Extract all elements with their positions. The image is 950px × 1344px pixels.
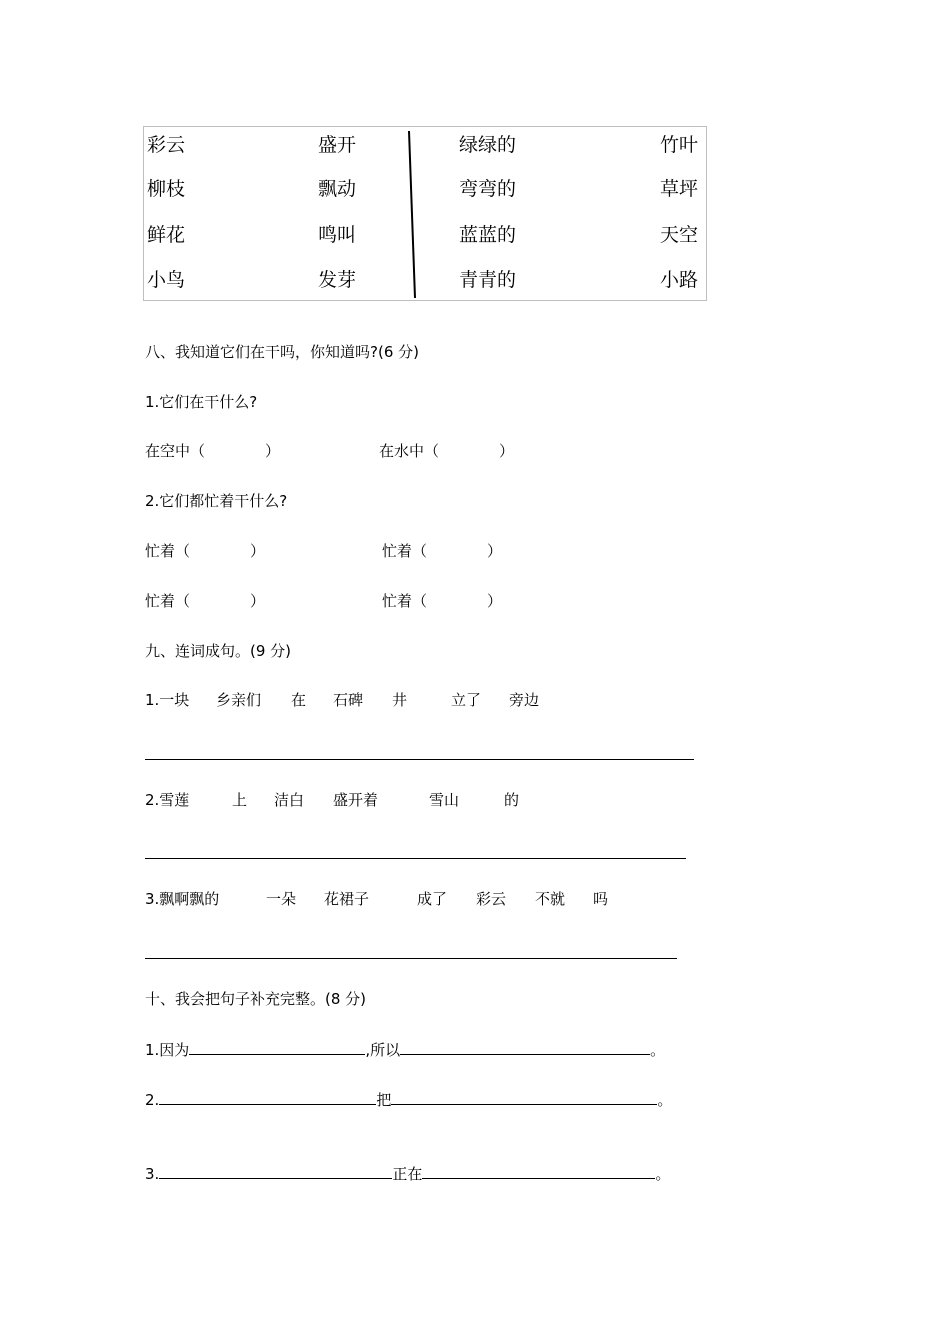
blank-3b[interactable] — [422, 1164, 655, 1179]
complete-line-3 — [145, 1164, 670, 1184]
line-3-prefix: 3. — [145, 1165, 160, 1183]
s1-word: 石碑 — [333, 691, 364, 709]
s3-word: 一朵 — [266, 890, 297, 908]
word-adj-2: 弯弯的 — [459, 178, 517, 200]
word-verb-2: 飘动 — [318, 178, 357, 200]
section-8-q1-air: 在空中（ ） — [145, 442, 281, 460]
blank-1b[interactable] — [400, 1040, 650, 1055]
word-matching-box — [143, 126, 707, 301]
word-noun-3: 天空 — [660, 224, 699, 246]
complete-line-2 — [145, 1090, 672, 1110]
answer-line-1 — [145, 759, 694, 760]
busy-blank-1: 忙着（ ） — [145, 542, 266, 560]
s2-word: 2.雪莲 — [145, 791, 190, 809]
section-8-q1: 1.它们在干什么? — [145, 393, 258, 411]
word-noun-4: 小路 — [660, 269, 699, 291]
line-1-prefix: 1.因为 — [145, 1041, 190, 1059]
word-adj-1: 绿绿的 — [459, 134, 517, 156]
s1-word: 旁边 — [509, 691, 540, 709]
line-2-mid: 把 — [376, 1091, 392, 1109]
line-1-mid: ,所以 — [365, 1041, 401, 1059]
s1-word: 立了 — [451, 691, 482, 709]
s1-word: 1.一块 — [145, 691, 190, 709]
section-8-q1-water: 在水中（ ） — [379, 442, 515, 460]
word-left-2: 柳枝 — [147, 178, 186, 200]
blank-3a[interactable] — [159, 1164, 392, 1179]
s3-word: 彩云 — [476, 890, 507, 908]
word-noun-2: 草坪 — [660, 178, 699, 200]
busy-blank-3: 忙着（ ） — [145, 592, 266, 610]
s3-word: 花裙子 — [324, 890, 370, 908]
s1-word: 在 — [291, 691, 307, 709]
answer-line-2 — [145, 858, 686, 859]
s2-word: 上 — [232, 791, 248, 809]
s3-word: 成了 — [417, 890, 448, 908]
section-8-q2: 2.它们都忙着干什么? — [145, 492, 288, 510]
word-adj-3: 蓝蓝的 — [459, 224, 517, 246]
word-noun-1: 竹叶 — [660, 134, 699, 156]
word-left-4: 小鸟 — [147, 269, 186, 291]
line-2-end: 。 — [657, 1091, 673, 1109]
section-10-title: 十、我会把句子补充完整。(8 分) — [145, 990, 367, 1008]
s3-word: 3.飘啊飘的 — [145, 890, 220, 908]
s2-word: 洁白 — [274, 791, 305, 809]
s2-word: 盛开着 — [333, 791, 379, 809]
s3-word: 吗 — [593, 890, 609, 908]
word-left-1: 彩云 — [147, 134, 186, 156]
divider-line — [144, 127, 708, 302]
word-verb-4: 发芽 — [318, 269, 357, 291]
line-3-mid: 正在 — [392, 1165, 423, 1183]
word-verb-3: 鸣叫 — [318, 224, 357, 246]
busy-blank-4: 忙着（ ） — [382, 592, 503, 610]
line-3-end: 。 — [655, 1165, 671, 1183]
s1-word: 乡亲们 — [216, 691, 262, 709]
s1-word: 井 — [392, 691, 408, 709]
word-left-3: 鲜花 — [147, 224, 186, 246]
section-8-title: 八、我知道它们在干吗，你知道吗?(6 分) — [145, 343, 419, 361]
blank-2a[interactable] — [159, 1090, 376, 1105]
section-9-title: 九、连词成句。(9 分) — [145, 642, 292, 660]
s2-word: 雪山 — [429, 791, 460, 809]
answer-line-3 — [145, 958, 677, 959]
word-adj-4: 青青的 — [459, 269, 517, 291]
blank-2b[interactable] — [391, 1090, 657, 1105]
blank-1a[interactable] — [189, 1040, 365, 1055]
line-2-prefix: 2. — [145, 1091, 160, 1109]
busy-blank-2: 忙着（ ） — [382, 542, 503, 560]
s3-word: 不就 — [535, 890, 566, 908]
s2-word: 的 — [504, 791, 520, 809]
complete-line-1 — [145, 1040, 665, 1060]
line-1-end: 。 — [650, 1041, 666, 1059]
word-verb-1: 盛开 — [318, 134, 357, 156]
